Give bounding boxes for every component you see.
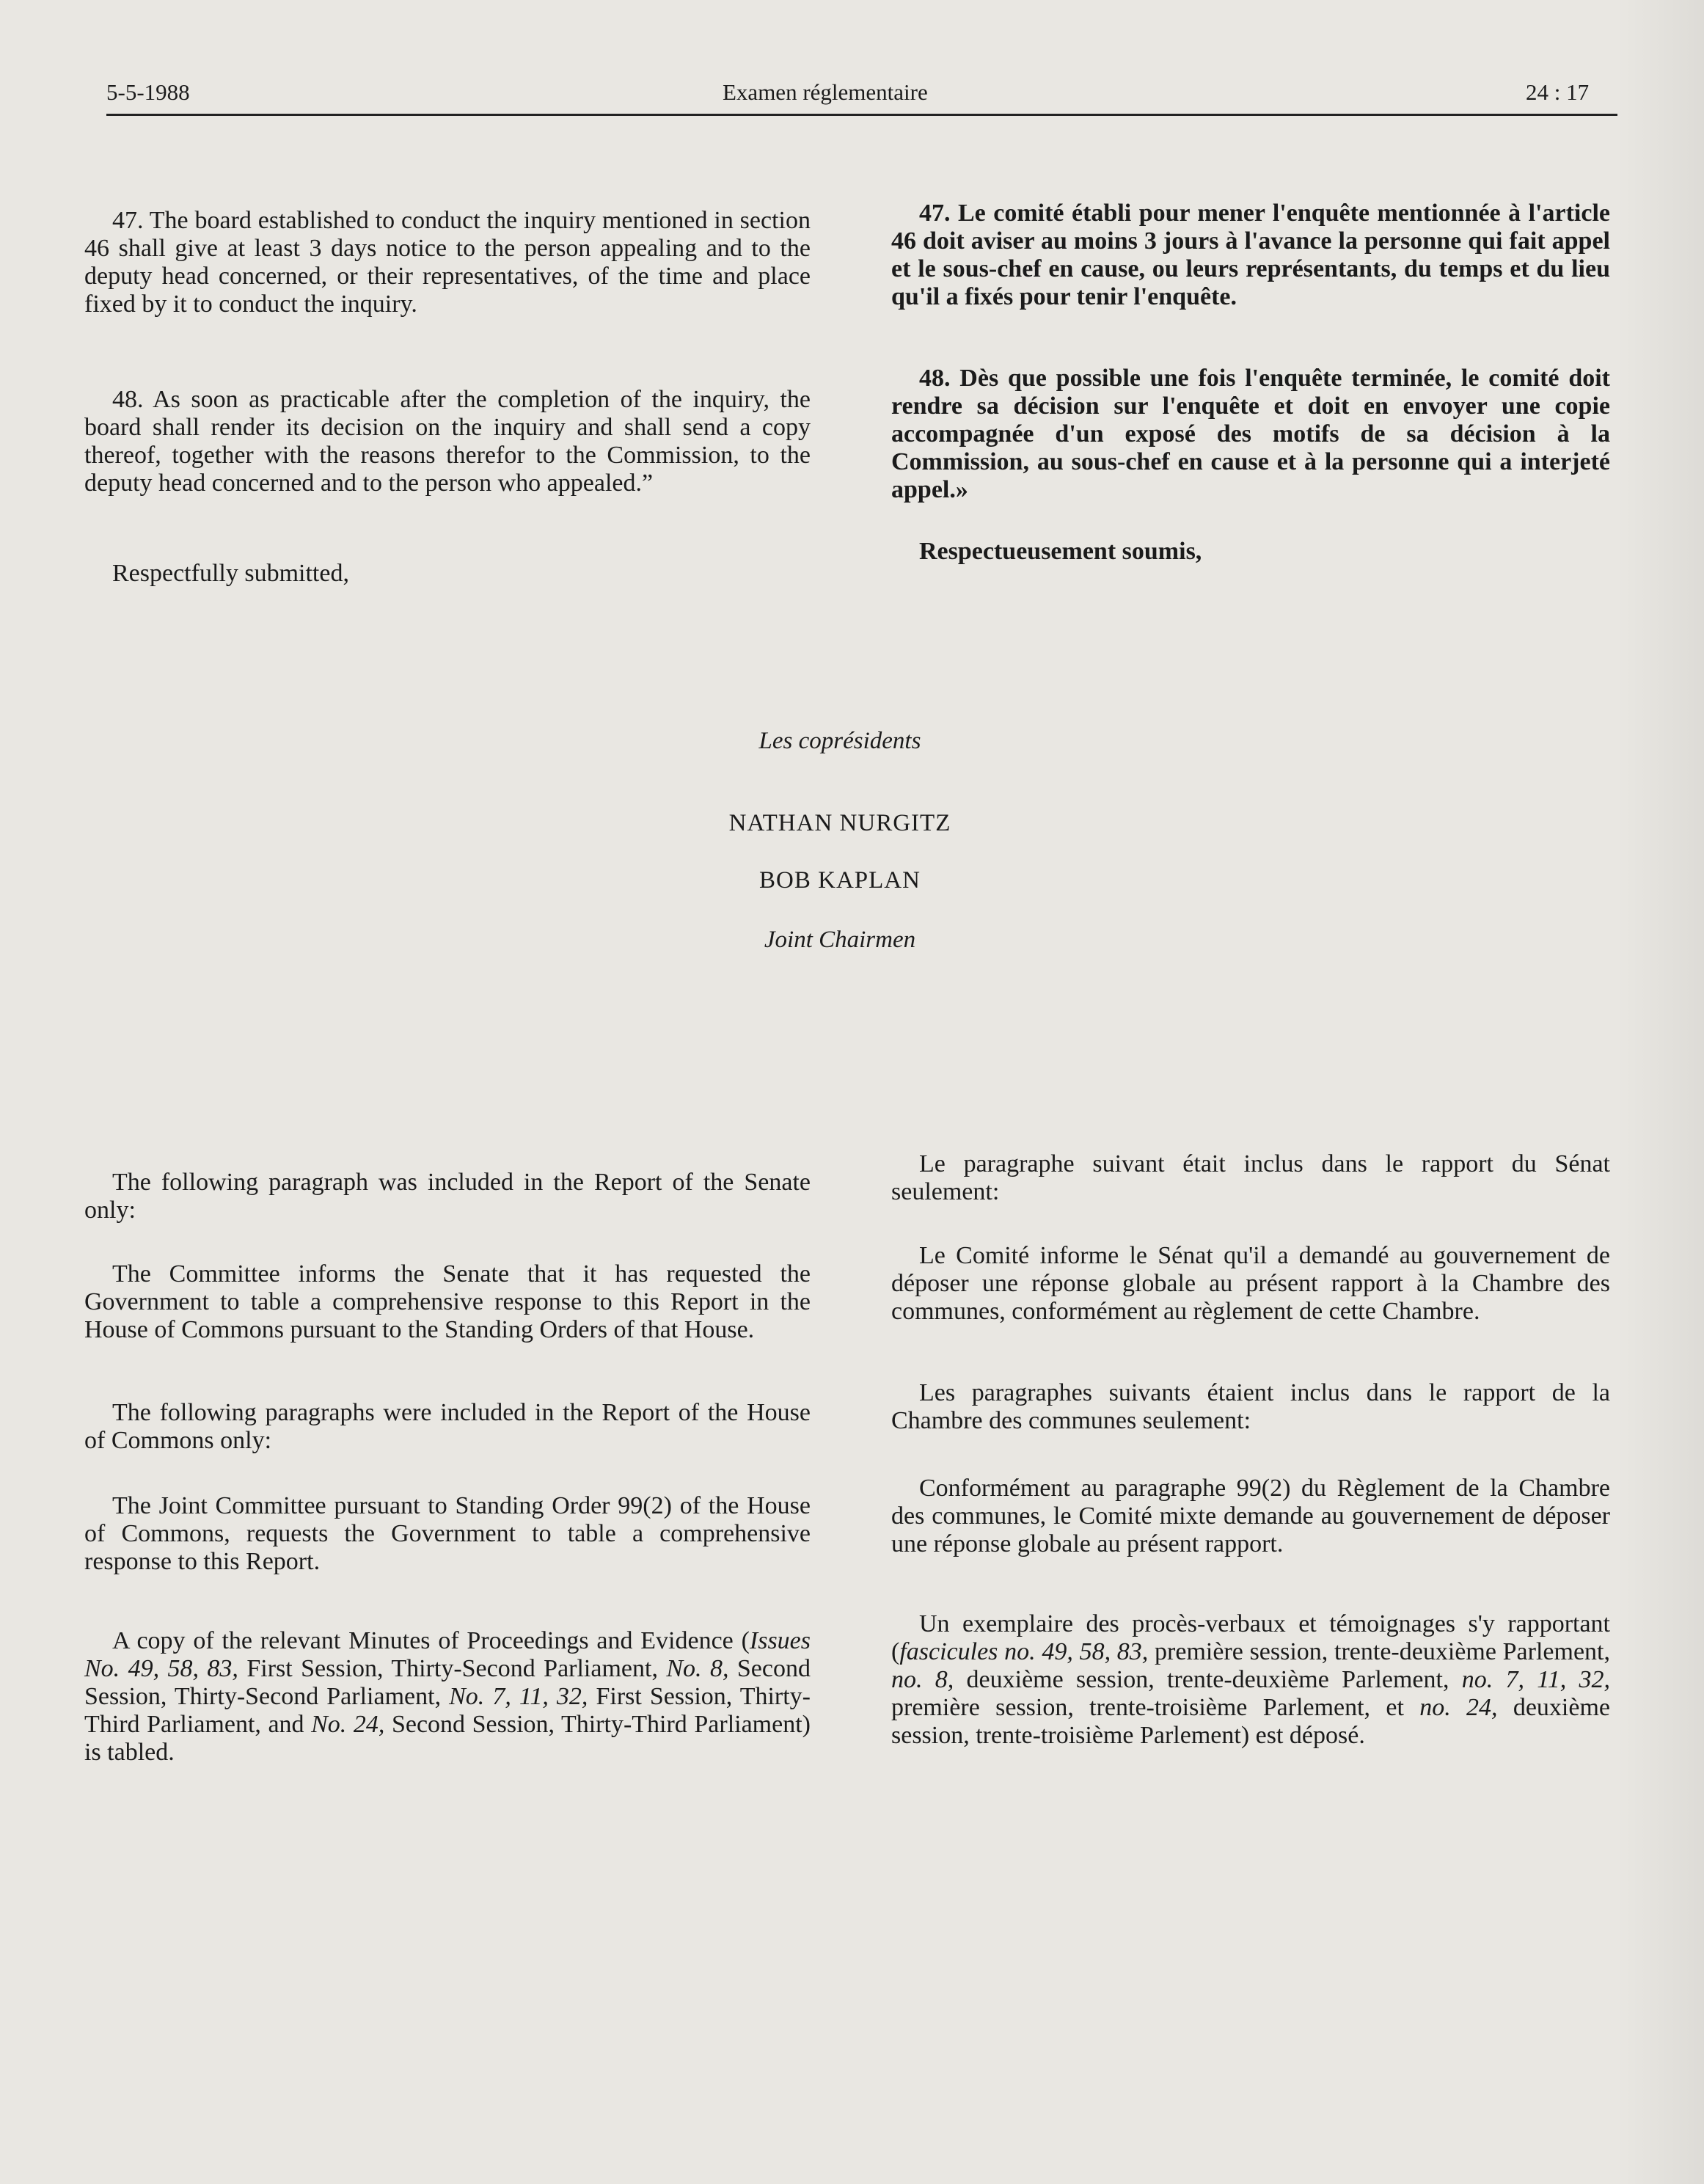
fr-minutes-text-5: deuxième session, trente-troisième Parlement) est déposé. bbox=[891, 1694, 1610, 1749]
header-date: 5-5-1988 bbox=[106, 79, 190, 105]
signature-role: Joint Chairmen bbox=[764, 927, 916, 953]
page-edge-shadow bbox=[1616, 0, 1704, 2184]
en-commons-paragraph: The Joint Committee pursuant to Standing Order 99(2) of the House of Commons, requests the Government to table a comprehensive response to this Report. bbox=[84, 1492, 811, 1575]
en-minutes-text-2: First Session, Thirty-Second Parliament, bbox=[238, 1655, 667, 1682]
header-rule bbox=[106, 114, 1617, 116]
en-minutes-text-4: First Session, Thirty-Third Parliament, and bbox=[84, 1683, 811, 1738]
fr-section-47: 47. Le comité établi pour mener l'enquête mentionnée à l'article 46 doit aviser au moins 3 jours à l'avance la personne qui fait appel et le sous-chef en cause, ou leurs représentants, du temps et du lieu qu'il a fixés pour tenir l'enquête. bbox=[891, 200, 1610, 310]
en-minutes-issues-1: Issues No. 49, 58, 83, bbox=[84, 1627, 811, 1682]
en-section-48: 48. As soon as practicable after the completion of the inquiry, the board shall render its decision on the inquiry and shall send a copy thereof, together with the reasons therefor to the Commission, to the deputy head concerned and to the person who appealed.” bbox=[84, 386, 811, 497]
fr-minutes-text-2: première session, trente-deuxième Parlement, bbox=[1148, 1638, 1610, 1665]
fr-senate-intro: Le paragraphe suivant était inclus dans le rapport du Sénat seulement: bbox=[891, 1150, 1610, 1205]
en-commons-intro: The following paragraphs were included in the Report of the House of Commons only: bbox=[84, 1399, 811, 1454]
header-page-number: 24 : 17 bbox=[1526, 79, 1590, 105]
fr-senate-paragraph: Le Comité informe le Sénat qu'il a demandé au gouvernement de déposer une réponse globale au présent rapport à la Chambre des communes, conformément au règlement de cette Chambre. bbox=[891, 1242, 1610, 1325]
fr-section-48: 48. Dès que possible une fois l'enquête terminée, le comité doit rendre sa décision sur l'enquête et doit en envoyer une copie accompagnée d'un exposé des motifs de sa décision à la Commission, au sous-chef en cause et à la personne qui a interjeté appel.» bbox=[891, 365, 1610, 503]
fr-minutes-text-4: première session, trente-troisième Parlement, et bbox=[891, 1694, 1420, 1721]
fr-commons-paragraph: Conformément au paragraphe 99(2) du Règlement de la Chambre des communes, le Comité mixte demande au gouvernement de déposer une réponse globale au présent rapport. bbox=[891, 1475, 1610, 1557]
signature-name-2: BOB KAPLAN bbox=[759, 867, 921, 894]
fr-closing: Respectueusement soumis, bbox=[919, 538, 1202, 565]
en-minutes-text-5: Second Session, Thirty-Third Parliament) is tabled. bbox=[84, 1711, 811, 1766]
en-minutes-issues-4: No. 24, bbox=[311, 1711, 385, 1738]
en-section-47: 47. The board established to conduct the inquiry mentioned in section 46 shall give at least 3 days notice to the person appealing and to the deputy head concerned, or their representatives, of the time and place fixed by it to conduct the inquiry. bbox=[84, 207, 811, 318]
signature-label: Les coprésidents bbox=[758, 728, 921, 754]
en-senate-intro: The following paragraph was included in the Report of the Senate only: bbox=[84, 1169, 811, 1224]
en-minutes-issues-3: No. 7, 11, 32, bbox=[449, 1683, 588, 1710]
en-minutes-text-3: Second Session, Thirty-Second Parliament, bbox=[84, 1655, 811, 1710]
fr-minutes-issues-3: no. 7, 11, 32, bbox=[1461, 1666, 1610, 1693]
fr-minutes-issues-4: no. 24, bbox=[1419, 1694, 1498, 1721]
fr-minutes-text-3: deuxième session, trente-deuxième Parlement, bbox=[954, 1666, 1462, 1693]
signature-name-1: NATHAN NURGITZ bbox=[728, 810, 951, 836]
fr-minutes-issues-1: fascicules no. 49, 58, 83, bbox=[899, 1638, 1149, 1665]
fr-minutes-paragraph bbox=[891, 1610, 1610, 1750]
en-minutes-issues-2: No. 8, bbox=[666, 1655, 729, 1682]
en-closing: Respectfully submitted, bbox=[112, 560, 349, 587]
fr-minutes-issues-2: no. 8, bbox=[891, 1666, 954, 1693]
en-minutes-paragraph bbox=[84, 1627, 811, 1767]
header-title: Examen réglementaire bbox=[723, 79, 928, 105]
fr-commons-intro: Les paragraphes suivants étaient inclus dans le rapport de la Chambre des communes seulement: bbox=[891, 1379, 1610, 1434]
en-minutes-text-1: A copy of the relevant Minutes of Proceedings and Evidence ( bbox=[112, 1627, 750, 1654]
fr-minutes-text-1: Un exemplaire des procès-verbaux et témoignages s'y rapportant ( bbox=[891, 1610, 1610, 1665]
en-senate-paragraph: The Committee informs the Senate that it has requested the Government to table a comprehensive response to this Report in the House of Commons pursuant to the Standing Orders of that House. bbox=[84, 1260, 811, 1343]
